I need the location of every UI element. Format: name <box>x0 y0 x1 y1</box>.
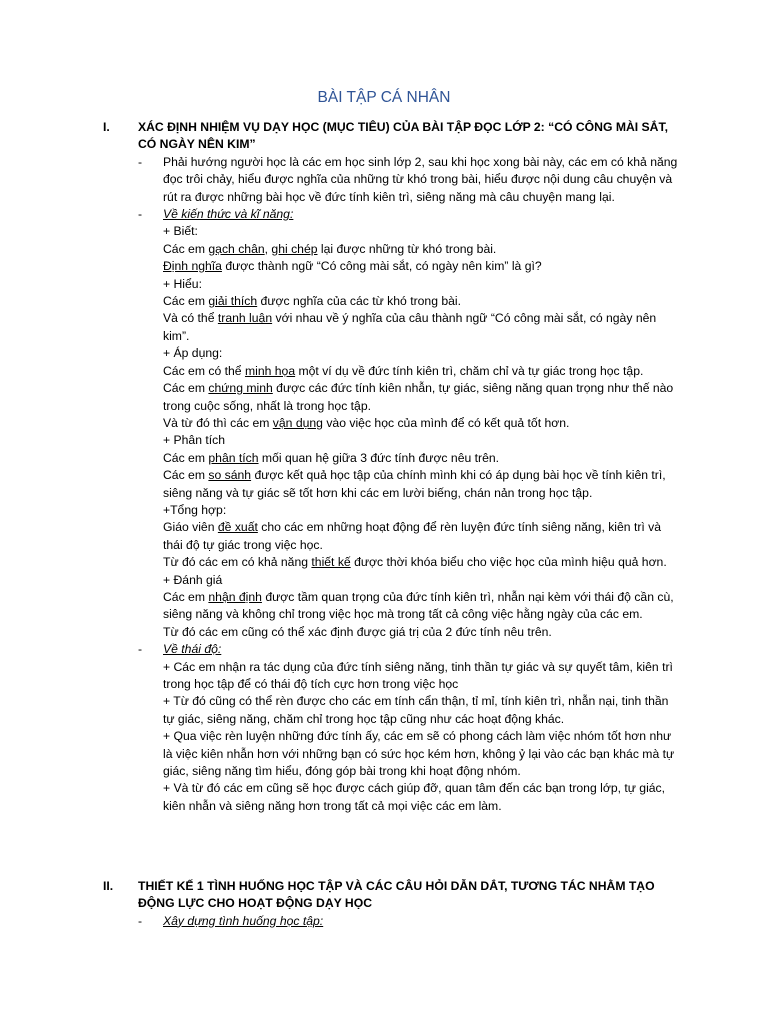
apdung-line-2: Các em chứng minh được các đức tính kiên nhẫn, tự giác, siêng năng quan trọng như thế nào trong cuộc sống, nhất là trong học tập. <box>163 381 674 413</box>
bullet-knowledge <box>138 206 683 641</box>
bullet-intro <box>138 154 683 206</box>
bullet-dash: - <box>138 913 143 928</box>
intro-text: Phải hướng người học là các em học sinh lớp 2, sau khi học xong bài này, các em có khả năng đọc trôi chảy, hiểu được nghĩa của những từ khó trong bài, hiểu được nội dung câu chuyện và rút ra được những bài học về đức tính kiên trì, siêng năng mà câu chuyện mang lại. <box>163 154 678 204</box>
phantich-line-2: Các em so sánh được kết quả học tập của chính mình khi có áp dụng bài học về tính kiên trì, siêng năng và tự giác sẽ tốt hơn khi các em lười biếng, chán nản trong học tập. <box>163 468 666 500</box>
section-1-heading: XÁC ĐỊNH NHIỆM VỤ DẠY HỌC (MỤC TIÊU) CỦA BÀI TẬP ĐỌC LỚP 2: “CÓ CÔNG MÀI SẮT, CÓ NGÀY NÊN KIM” <box>138 120 668 152</box>
danhgia-label: + Đánh giá <box>163 572 223 587</box>
phantich-label: + Phân tích <box>163 433 225 448</box>
phantich-line-1: Các em phân tích mối quan hệ giữa 3 đức tính được nêu trên. <box>163 450 500 465</box>
attitude-line-3: + Qua việc rèn luyện những đức tính ấy, các em sẽ có phong cách làm việc nhóm tốt hơn như là việc kiên nhẫn hơn với những bạn có sức học kém hơn, không ỷ lại vào các bạn khác mà tự giác, siêng năng tìm hiểu, đóng góp bài trong khi hoạt động nhóm. <box>163 729 675 779</box>
situation-title: Xây dựng tình huống học tập: <box>163 913 324 928</box>
attitude-title: Về thái độ: <box>163 642 222 657</box>
section-2 <box>103 878 683 930</box>
danhgia-line-2: Từ đó các em cũng có thể xác định được giá trị của 2 đức tính nêu trên. <box>163 624 552 639</box>
bullet-attitude <box>138 641 683 815</box>
bullet-dash: - <box>138 207 143 222</box>
attitude-line-1: + Các em nhận ra tác dụng của đức tính siêng năng, tinh thần tự giác và sự quyết tâm, kiên trì trong học tập để có thái độ tích cực hơn trong việc học <box>163 659 673 691</box>
section-2-numeral: II. <box>103 879 114 893</box>
apdung-line-3: Và từ đó thì các em vận dụng vào việc học của mình để có kết quả tốt hơn. <box>163 415 570 430</box>
bullet-dash: - <box>138 642 143 657</box>
danhgia-line-1: Các em nhận định được tầm quan trọng của đức tính kiên trì, nhẫn nại kèm với thái độ cần cù, siêng năng và không chỉ trong việc học mà trong tất cả công việc hằng ngày của các em. <box>163 589 674 622</box>
section-1 <box>103 119 683 815</box>
hieu-line-1: Các em giải thích được nghĩa của các từ khó trong bài. <box>163 294 462 309</box>
section-1-numeral: I. <box>103 120 110 134</box>
attitude-line-2: + Từ đó cũng có thể rèn được cho các em tính cẩn thận, tỉ mỉ, tính kiên trì, nhẫn nại, tinh thần tự giác, siêng năng, chăm chỉ trong học tập cũng như các hoạt động khác. <box>163 694 669 726</box>
attitude-line-4: + Và từ đó các em cũng sẽ học được cách giúp đỡ, quan tâm đến các bạn trong lớp, tự giác, kiên nhẫn và siêng năng hơn trong tất cả mọi việc các em làm. <box>163 781 666 813</box>
apdung-label: + Áp dụng: <box>163 346 223 361</box>
bullet-dash: - <box>138 154 143 169</box>
biet-line-2: Định nghĩa được thành ngữ “Có công mài sắt, có ngày nên kim” là gì? <box>163 259 542 274</box>
apdung-line-1: Các em có thể minh họa một ví dụ về đức tính kiên trì, chăm chỉ và tự giác trong học tập. <box>163 363 644 378</box>
page-title: BÀI TẬP CÁ NHÂN <box>317 89 451 106</box>
bullet-situation <box>138 913 683 930</box>
section-2-heading: THIẾT KẾ 1 TÌNH HUỐNG HỌC TẬP VÀ CÁC CÂU HỎI DẪN DẮT, TƯƠNG TÁC NHẰM TẠO ĐỘNG LỰC CHO HOẠT ĐỘNG DẠY HỌC <box>138 879 655 911</box>
hieu-label: + Hiểu: <box>163 276 202 291</box>
tonghop-label: +Tổng hợp: <box>163 502 227 517</box>
tonghop-line-2: Từ đó các em có khả năng thiết kế được thời khóa biểu cho việc học của mình hiệu quả hơn. <box>163 555 667 570</box>
tonghop-line-1: Giáo viên đề xuất cho các em những hoạt động để rèn luyện đức tính siêng năng, kiên trì và thái độ tự giác trong việc học. <box>163 520 662 552</box>
biet-label: + Biết: <box>163 224 198 239</box>
biet-line-1: Các em gạch chân, ghi chép lại được những từ khó trong bài. <box>163 241 497 256</box>
hieu-line-2: Và có thể tranh luận với nhau về ý nghĩa của câu thành ngữ “Có công mài sắt, có ngày nên kim”. <box>163 311 657 343</box>
knowledge-title: Về kiến thức và kĩ năng: <box>163 207 294 222</box>
